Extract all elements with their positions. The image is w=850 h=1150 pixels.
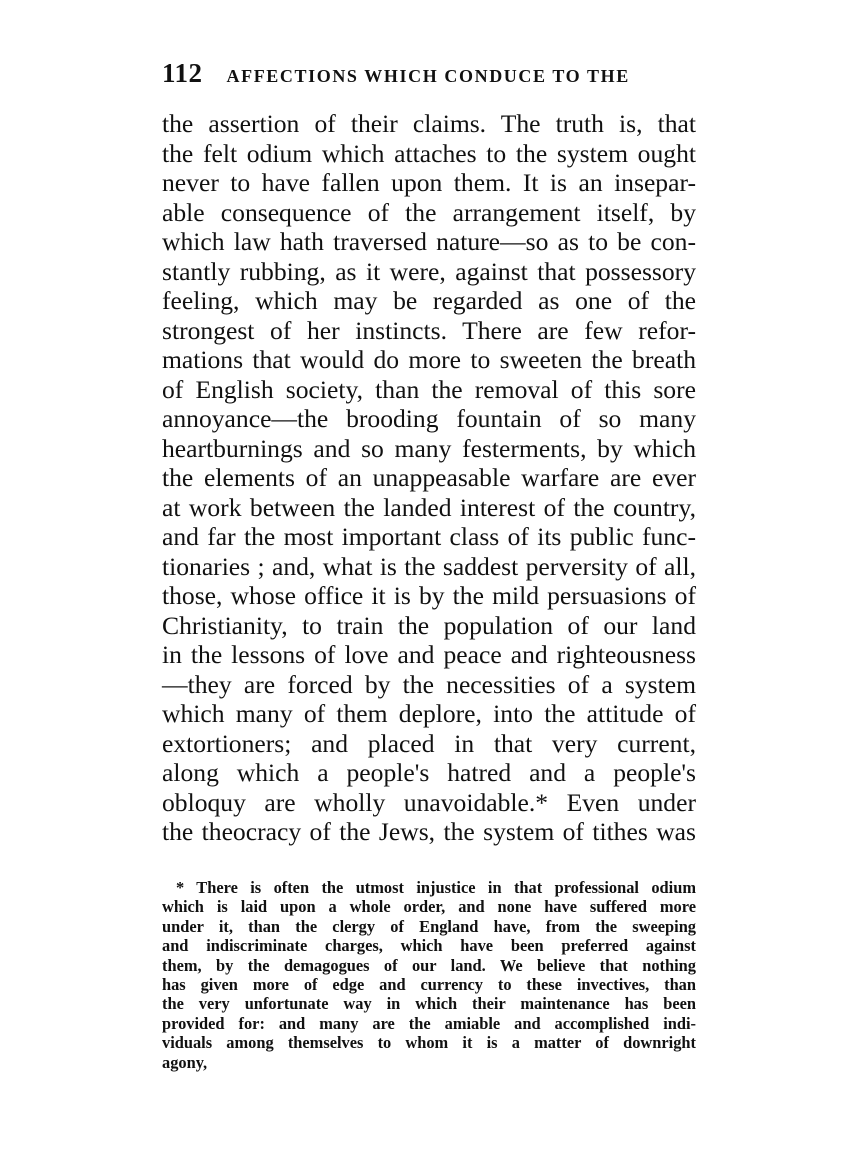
footnote-line: viduals among themselves to whom it is a matter of downright (162, 1033, 696, 1053)
body-line: those, whose office it is by the mild persuasions of (162, 581, 696, 610)
footnote-line: and indiscriminate charges, which have been preferred against (162, 936, 696, 956)
footnote-line: provided for: and many are the amiable and accomplished indi- (162, 1013, 696, 1033)
footnote-line: * There is often the utmost injustice in that professional odium (176, 878, 696, 897)
body-line: obloquy are wholly unavoidable.* Even under (162, 787, 696, 817)
footnote-line: which is laid upon a whole order, and none have suffered more (162, 897, 696, 917)
body-line: at work between the landed interest of the country, (162, 492, 696, 522)
body-line: mations that would do more to sweeten the breath (162, 345, 696, 374)
body-line: the assertion of their claims. The truth is, that (162, 109, 696, 138)
page-header (162, 58, 702, 92)
body-line: the elements of an unappeasable warfare are ever (162, 463, 696, 492)
body-line: able consequence of the arrangement itself, by (162, 197, 696, 227)
footnote-line: has given more of edge and currency to these invectives, than (162, 974, 696, 994)
body-line: never to have fallen upon them. It is an insepar- (162, 168, 696, 197)
body-line: stantly rubbing, as it were, against that possessory (162, 256, 696, 286)
body-line: feeling, which may be regarded as one of the (162, 286, 696, 315)
body-text (162, 109, 696, 847)
body-line: which many of them deplore, into the attitude of (162, 699, 696, 728)
footnote-line: them, by the demagogues of our land. We believe that nothing (162, 955, 696, 975)
body-line: tionaries ; and, what is the saddest perversity of all, (162, 551, 696, 581)
footnote (162, 878, 696, 1072)
body-line: annoyance—the brooding fountain of so many (162, 404, 696, 433)
body-line: extortioners; and placed in that very current, (162, 728, 696, 758)
running-head: AFFECTIONS WHICH CONDUCE TO THE (226, 66, 630, 86)
page-number: 112 (162, 58, 203, 88)
body-line: heartburnings and so many festerments, by which (162, 433, 696, 463)
footnote-line: agony, (162, 1052, 208, 1072)
body-line: the felt odium which attaches to the system ought (162, 138, 696, 168)
body-line: Christianity, to train the population of our land (162, 610, 696, 640)
footnote-line: under it, than the clergy of England have, from the sweeping (162, 916, 696, 936)
body-line: along which a people's hatred and a people's (162, 758, 696, 787)
body-line: in the lessons of love and peace and righteousness (162, 640, 696, 669)
body-line: strongest of her instincts. There are few refor- (162, 315, 696, 345)
body-line: and far the most important class of its public func- (162, 522, 696, 551)
body-line: —they are forced by the necessities of a system (162, 669, 696, 699)
body-line: of English society, than the removal of this sore (162, 374, 696, 404)
body-line: the theocracy of the Jews, the system of tithes was (162, 817, 696, 846)
body-line: which law hath traversed nature—so as to be con- (162, 227, 696, 256)
footnote-line: the very unfortunate way in which their maintenance has been (162, 994, 696, 1014)
